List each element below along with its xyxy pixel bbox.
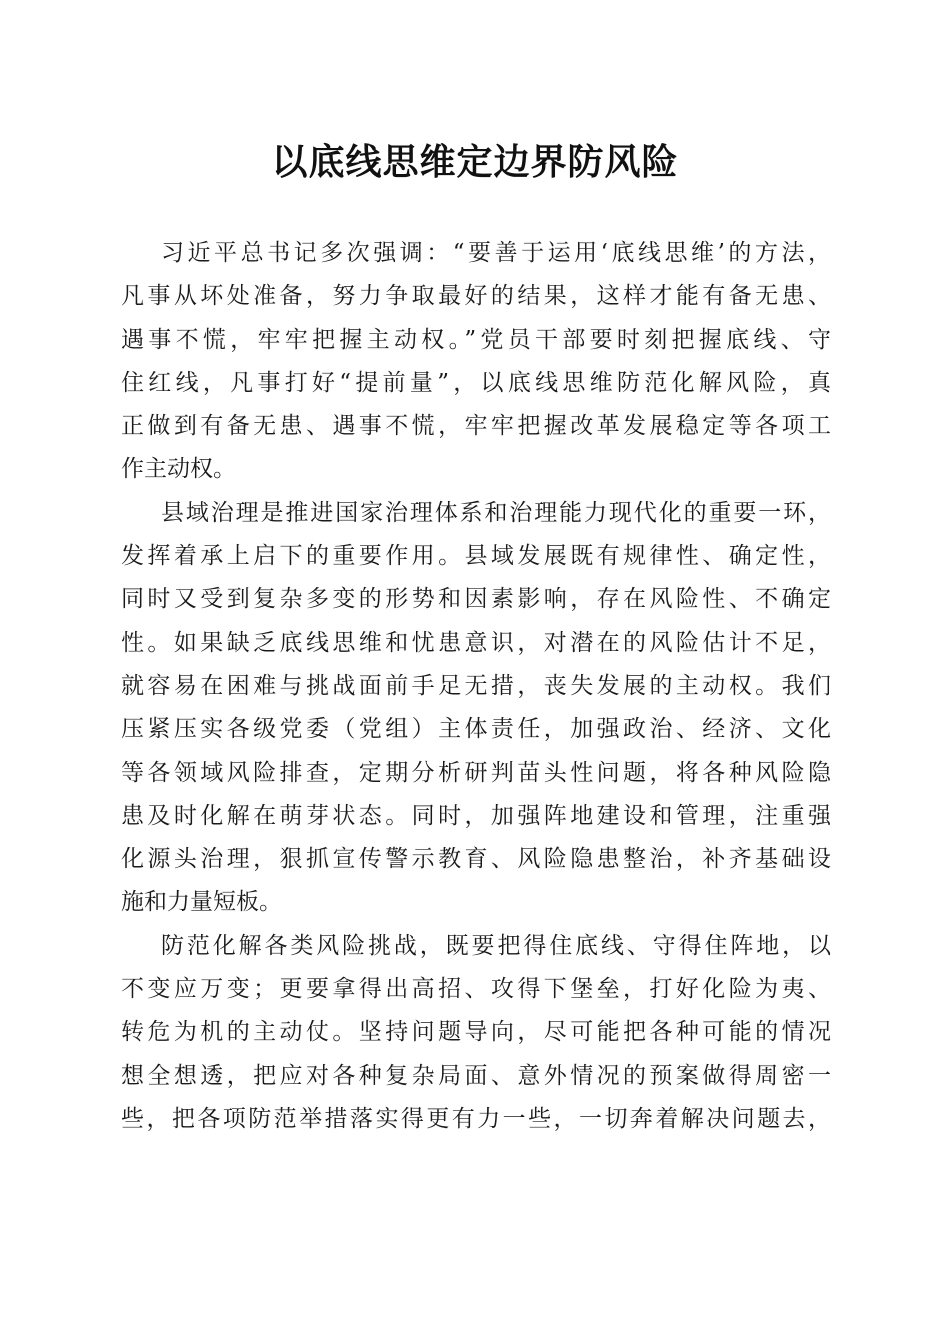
paragraph-2-line-2: 发挥着承上启下的重要作用。县域发展既有规律性、确定性， — [121, 543, 831, 570]
paragraph-2-line-7: 等各领域风险排查，定期分析研判苗头性问题，将各种风险隐 — [121, 759, 831, 786]
document-body — [121, 232, 831, 1141]
paragraph-2-line-10: 施和力量短板。 — [121, 889, 282, 916]
paragraph-3-line-5: 些，把各项防范举措落实得更有力一些，一切奔着解决问题去， — [121, 1105, 831, 1132]
paragraph-3-line-3: 转危为机的主动仗。坚持问题导向，尽可能把各种可能的情况 — [121, 1019, 831, 1046]
paragraph-1-line-2: 凡事从坏处准备，努力争取最好的结果，这样才能有备无患、 — [121, 283, 831, 310]
paragraph-1-line-1: 习近平总书记多次强调：“要善于运用‘底线思维’的方法， — [161, 240, 831, 266]
paragraph-3-line-4: 想全想透，把应对各种复杂局面、意外情况的预案做得周密一 — [121, 1062, 831, 1089]
paragraph-1-line-3: 遇事不慌，牢牢把握主动权。”党员干部要时刻把握底线、守 — [121, 326, 831, 353]
paragraph-2-line-5: 就容易在困难与挑战面前手足无措，丧失发展的主动权。我们 — [121, 672, 831, 699]
paragraph-1-line-5: 正做到有备无患、遇事不慌，牢牢把握改革发展稳定等各项工 — [121, 413, 831, 440]
paragraph-2-line-8: 患及时化解在萌芽状态。同时，加强阵地建设和管理，注重强 — [121, 802, 831, 829]
paragraph-1-line-6: 作主动权。 — [121, 456, 236, 483]
document-title: 以底线思维定边界防风险 — [271, 141, 679, 183]
paragraph-1-line-4: 住红线，凡事打好“提前量”，以底线思维防范化解风险，真 — [121, 369, 831, 396]
paragraph-2-line-6: 压紧压实各级党委（党组）主体责任，加强政治、经济、文化 — [121, 716, 831, 743]
paragraph-2-line-3: 同时又受到复杂多变的形势和因素影响，存在风险性、不确定 — [121, 586, 831, 613]
paragraph-3-line-2: 不变应万变；更要拿得出高招、攻得下堡垒，打好化险为夷、 — [121, 976, 831, 1003]
paragraph-3-line-1: 防范化解各类风险挑战，既要把得住底线、守得住阵地，以 — [161, 932, 831, 959]
paragraph-2-line-4: 性。如果缺乏底线思维和忧患意识，对潜在的风险估计不足， — [121, 629, 831, 656]
paragraph-2-line-9: 化源头治理，狠抓宣传警示教育、风险隐患整治，补齐基础设 — [121, 846, 831, 873]
paragraph-2-line-1: 县域治理是推进国家治理体系和治理能力现代化的重要一环， — [161, 499, 831, 526]
